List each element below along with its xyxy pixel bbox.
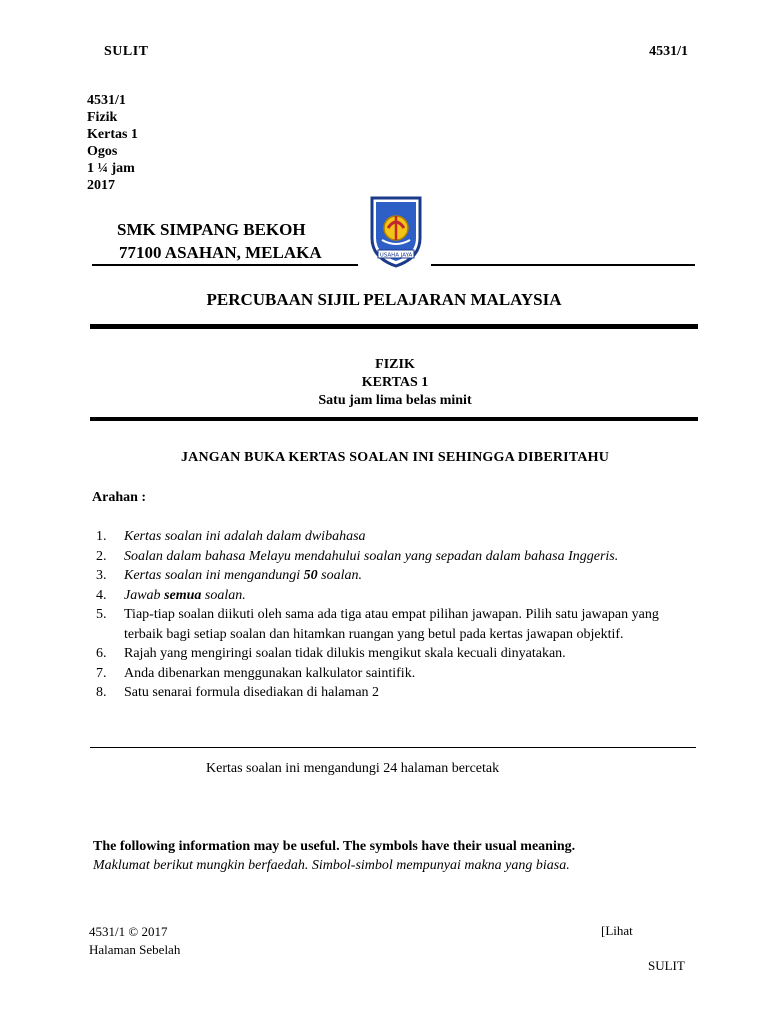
useful-info (93, 837, 575, 875)
instruction-number: 8. (96, 685, 107, 700)
exam-title: PERCUBAAN SIJIL PELAJARAN MALAYSIA (206, 290, 562, 309)
school-crest-icon (366, 194, 426, 270)
instruction-text: Satu senarai formula disediakan di halaman 2 (124, 685, 380, 700)
instruction-number: 4. (96, 587, 107, 603)
header-sulit: SULIT (104, 44, 149, 59)
subject-duration: Satu jam lima belas minit (318, 393, 472, 408)
school-address: 77100 ASAHAN, MELAKA (119, 243, 322, 262)
thick-rule-top (90, 324, 698, 329)
school-name: SMK SIMPANG BEKOH (117, 220, 306, 239)
instruction-item (96, 566, 696, 586)
footer-code: 4531/1 © 2017 (89, 924, 168, 939)
meta-year: 2017 (87, 178, 115, 193)
crest-motto: USAHA JAYA (379, 252, 413, 259)
instruction-number: 1. (96, 529, 107, 544)
paper-meta (87, 92, 138, 194)
instruction-item (96, 605, 696, 644)
page-count-note: Kertas soalan ini mengandungi 24 halaman bercetak (206, 761, 500, 776)
instruction-emphasis: 50 (303, 568, 318, 583)
instruction-text-part: soalan. (201, 587, 246, 603)
header-paper-code: 4531/1 (649, 44, 688, 59)
subject-paper: KERTAS 1 (361, 375, 429, 390)
useful-info-malay: Maklumat berikut mungkin berfaedah. Simbol-simbol mempunyai makna yang biasa. (93, 858, 570, 873)
instruction-number: 5. (96, 607, 107, 622)
instructions-list (96, 527, 696, 703)
instruction-item (96, 664, 696, 684)
instruction-number: 6. (96, 646, 107, 661)
instruction-item (96, 547, 696, 567)
instruction-emphasis: semua (164, 587, 202, 603)
instruction-text (124, 586, 696, 606)
instruction-text-part: Jawab (124, 587, 165, 603)
footer-next-page: Halaman Sebelah (89, 942, 181, 957)
thin-divider (90, 747, 696, 748)
instruction-number: 3. (96, 568, 107, 583)
footer-lihat: [Lihat (601, 923, 633, 938)
instruction-item (96, 644, 696, 664)
meta-code: 4531/1 (87, 93, 126, 108)
meta-month: Ogos (87, 144, 118, 159)
instruction-text: Kertas soalan ini adalah dalam dwibahasa (124, 529, 366, 544)
school-underline-left (92, 264, 358, 266)
instruction-text-part: Kertas soalan ini mengandungi (124, 568, 304, 583)
instruction-number: 2. (96, 548, 107, 564)
footer-sulit: SULIT (648, 958, 685, 973)
instruction-item (96, 683, 696, 703)
instruction-text: Anda dibenarkan menggunakan kalkulator saintifik. (124, 665, 416, 681)
school-name-block (117, 218, 322, 264)
meta-duration: 1 ¼ jam (87, 161, 135, 176)
instruction-number: 7. (96, 665, 107, 681)
instruction-text: Rajah yang mengiringi soalan tidak dilukis mengikut skala kecuali dinyatakan. (124, 646, 566, 661)
meta-paper: Kertas 1 (87, 127, 138, 142)
instruction-text (124, 566, 696, 586)
instruction-text: Soalan dalam bahasa Melayu mendahului soalan yang sepadan dalam bahasa Inggeris. (124, 548, 619, 564)
instruction-text: Tiap-tiap soalan diikuti oleh sama ada tiga atau empat pilihan jawapan. Pilih satu jawapan yang terbaik bagi setiap soalan dan hitamkan ruangan yang betul pada kertas jawapan objektif. (124, 607, 659, 642)
subject-name: FIZIK (375, 357, 415, 372)
footer-left (89, 923, 180, 959)
meta-subject: Fizik (87, 110, 118, 125)
warning-text: JANGAN BUKA KERTAS SOALAN INI SEHINGGA DIBERITAHU (180, 450, 610, 465)
thick-rule-bottom (90, 417, 698, 421)
instructions-heading: Arahan : (92, 490, 147, 505)
useful-info-english: The following information may be useful. The symbols have their usual meaning. (93, 839, 576, 854)
instruction-item (96, 527, 696, 547)
instruction-text-part: soalan. (317, 568, 363, 583)
instruction-item (96, 586, 696, 606)
subject-block (0, 356, 768, 410)
school-underline-right (431, 264, 695, 266)
